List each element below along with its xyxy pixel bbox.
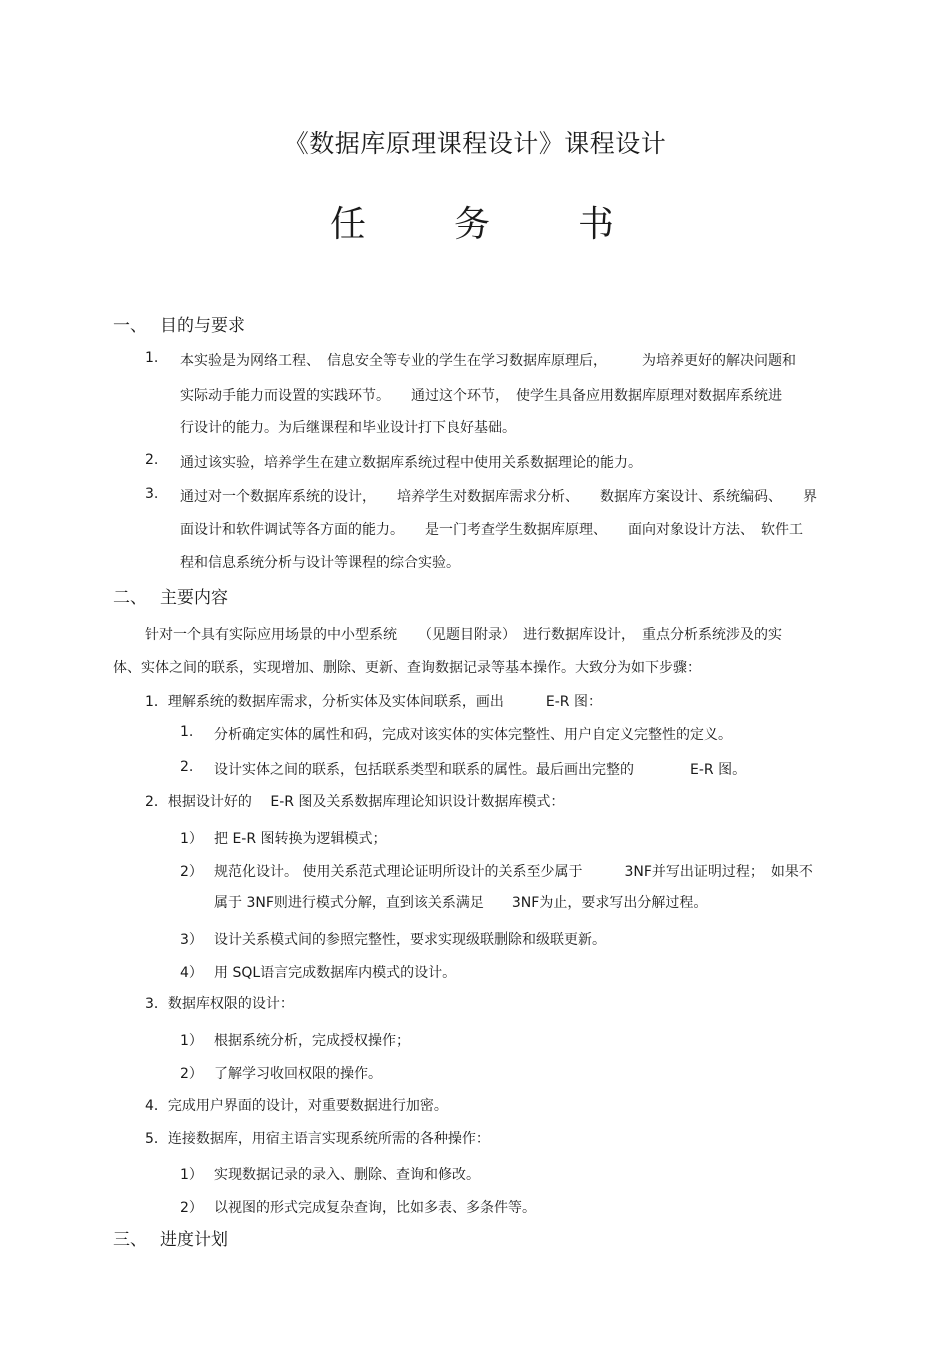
section-1-heading: 目的与要求 [160,316,245,336]
section-2-heading: 主要内容 [160,588,228,608]
step-1-text: 1．理解系统的数据库需求，分析实体及实体间联系，画出 E-R 图： [145,694,602,710]
step-5-text: 5．连接数据库，用宿主语言实现系统所需的各种操作： [145,1131,490,1147]
step-1-sub-2-text: 设计实体之间的联系，包括联系类型和联系的属性。最后画出完整的 E-R 图。 [214,762,747,778]
step-2-text: 2．根据设计好的 E-R 图及关系数据库理论知识设计数据库模式： [145,794,565,810]
document-subtitle: 任 务 书 [329,204,640,245]
step-2-sub-3-number: 3） [180,932,203,948]
step-2-sub-2-number: 2） [180,864,203,880]
sec2-intro-line-2: 体、实体之间的联系，实现增加、删除、更新、查询数据记录等基本操作。大致分为如下步骤： [113,660,701,676]
step-1-sub-2-number: 2. [180,759,194,775]
sec1-item-1-line-3: 行设计的能力。为后继课程和毕业设计打下良好基础。 [180,420,516,436]
sec1-item-1-line-1: 本实验是为网络工程、 信息安全等专业的学生在学习数据库原理后， 为培养更好的解决问题和 [180,353,796,369]
step-2-sub-3-text: 设计关系模式间的参照完整性，要求实现级联删除和级联更新。 [214,932,606,948]
sec1-item-3-line-1: 通过对一个数据库系统的设计， 培养学生对数据库需求分析、 数据库方案设计、系统编码、 界 [180,489,817,505]
document-title: 《数据库原理课程设计》课程设计 [283,129,667,158]
step-5-sub-1-text: 实现数据记录的录入、删除、查询和修改。 [214,1167,480,1183]
section-1-number: 一、 [113,316,147,336]
section-2-number: 二、 [113,588,147,608]
sec1-item-3-line-2: 面设计和软件调试等各方面的能力。 是一门考查学生数据库原理、 面向对象设计方法、 软件工 [180,522,803,538]
step-5-sub-2-number: 2） [180,1200,203,1216]
sec1-item-3-number: 3. [145,486,159,502]
section-3-number: 三、 [113,1230,147,1250]
step-2-sub-4-number: 4） [180,965,203,981]
step-1-sub-1-number: 1. [180,724,194,740]
sec1-item-2-number: 2. [145,452,159,468]
step-5-sub-1-number: 1） [180,1167,203,1183]
sec1-item-3-line-3: 程和信息系统分析与设计等课程的综合实验。 [180,555,460,571]
step-4-text: 4．完成用户界面的设计，对重要数据进行加密。 [145,1098,448,1114]
sec1-item-1-number: 1. [145,350,159,366]
step-3-sub-2-text: 了解学习收回权限的操作。 [214,1066,382,1082]
sec2-intro-line-1: 针对一个具有实际应用场景的中小型系统 （见题目附录） 进行数据库设计， 重点分析系统涉及的实 [145,627,782,643]
step-3-sub-1-number: 1） [180,1033,203,1049]
step-1-sub-1-text: 分析确定实体的属性和码，完成对该实体的实体完整性、用户自定义完整性的定义。 [214,727,732,743]
step-2-sub-2-line-2: 属于 3NF则进行模式分解，直到该关系满足 3NF为止，要求写出分解过程。 [214,895,708,911]
step-2-sub-1-number: 1） [180,831,203,847]
section-3-heading: 进度计划 [160,1230,228,1250]
step-3-text: 3．数据库权限的设计： [145,996,294,1012]
sec1-item-1-line-2: 实际动手能力而设置的实践环节。 通过这个环节， 使学生具备应用数据库原理对数据库系统进 [180,388,782,404]
step-2-sub-4-text: 用 SQL语言完成数据库内模式的设计。 [214,965,457,981]
step-3-sub-1-text: 根据系统分析，完成授权操作； [214,1033,410,1049]
step-3-sub-2-number: 2） [180,1066,203,1082]
sec1-item-2-line-1: 通过该实验，培养学生在建立数据库系统过程中使用关系数据理论的能力。 [180,455,642,471]
step-5-sub-2-text: 以视图的形式完成复杂查询，比如多表、多条件等。 [214,1200,536,1216]
step-2-sub-2-line-1: 规范化设计。 使用关系范式理论证明所设计的关系至少属于 3NF并写出证明过程； 如果不 [214,864,813,880]
step-2-sub-1-text: 把 E-R 图转换为逻辑模式； [214,831,387,847]
